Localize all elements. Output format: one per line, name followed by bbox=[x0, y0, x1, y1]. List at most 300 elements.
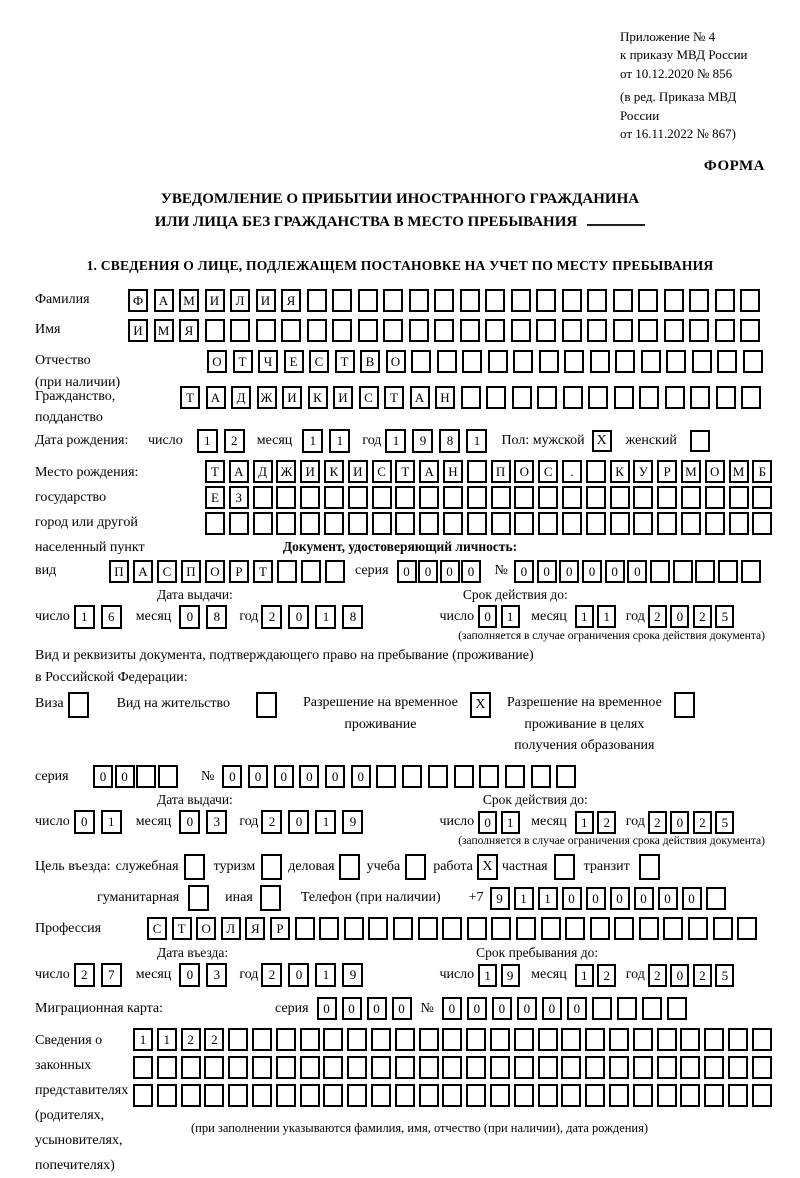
char-cell[interactable] bbox=[442, 1028, 462, 1051]
char-cell[interactable] bbox=[395, 512, 415, 535]
char-cell[interactable]: Д bbox=[231, 386, 251, 409]
char-cell[interactable] bbox=[229, 512, 249, 535]
char-cell[interactable]: 5 bbox=[715, 605, 734, 628]
char-cell[interactable] bbox=[332, 319, 352, 342]
char-cell[interactable]: 2 bbox=[648, 605, 667, 628]
char-cell[interactable] bbox=[729, 486, 749, 509]
char-cell[interactable] bbox=[657, 512, 677, 535]
char-cell[interactable] bbox=[695, 560, 715, 583]
char-cell[interactable]: 5 bbox=[715, 811, 734, 834]
char-cell[interactable]: 0 bbox=[670, 605, 689, 628]
char-cell[interactable]: 0 bbox=[342, 997, 362, 1020]
char-cell[interactable]: Т bbox=[180, 386, 200, 409]
char-cell[interactable]: 7 bbox=[101, 963, 122, 987]
char-cell[interactable] bbox=[692, 350, 712, 373]
char-cell[interactable] bbox=[490, 1028, 510, 1051]
char-cell[interactable]: 5 bbox=[715, 964, 734, 987]
char-cell[interactable]: 1 bbox=[157, 1028, 177, 1051]
char-cell[interactable] bbox=[204, 1056, 224, 1079]
char-cell[interactable] bbox=[704, 1056, 724, 1079]
char-cell[interactable] bbox=[277, 560, 297, 583]
char-cell[interactable] bbox=[586, 512, 606, 535]
char-cell[interactable] bbox=[689, 319, 709, 342]
char-cell[interactable] bbox=[256, 319, 276, 342]
char-cell[interactable] bbox=[300, 512, 320, 535]
char-cell[interactable] bbox=[562, 486, 582, 509]
char-cell[interactable] bbox=[419, 486, 439, 509]
char-cell[interactable] bbox=[511, 289, 531, 312]
char-cell[interactable] bbox=[442, 1084, 462, 1107]
char-cell[interactable] bbox=[181, 1056, 201, 1079]
char-cell[interactable] bbox=[323, 1056, 343, 1079]
char-cell[interactable] bbox=[704, 1028, 724, 1051]
char-cell[interactable]: А bbox=[419, 460, 439, 483]
char-cell[interactable]: П bbox=[491, 460, 511, 483]
purpose-study-checkbox[interactable] bbox=[405, 854, 426, 880]
char-cell[interactable] bbox=[419, 1084, 439, 1107]
char-cell[interactable] bbox=[639, 917, 659, 940]
char-cell[interactable] bbox=[281, 319, 301, 342]
char-cell[interactable] bbox=[737, 917, 757, 940]
char-cell[interactable]: 6 bbox=[101, 605, 122, 629]
char-cell[interactable]: 0 bbox=[392, 997, 412, 1020]
char-cell[interactable] bbox=[300, 1056, 320, 1079]
char-cell[interactable]: 9 bbox=[342, 963, 363, 987]
char-cell[interactable]: 0 bbox=[222, 765, 242, 788]
char-cell[interactable] bbox=[371, 1028, 391, 1051]
char-cell[interactable] bbox=[516, 917, 536, 940]
char-cell[interactable] bbox=[437, 350, 457, 373]
char-cell[interactable] bbox=[752, 512, 772, 535]
char-cell[interactable]: 3 bbox=[206, 810, 227, 834]
char-cell[interactable]: 0 bbox=[467, 997, 487, 1020]
char-cell[interactable] bbox=[300, 1084, 320, 1107]
char-cell[interactable] bbox=[402, 765, 422, 788]
char-cell[interactable] bbox=[395, 1084, 415, 1107]
char-cell[interactable]: 9 bbox=[342, 810, 363, 834]
char-cell[interactable] bbox=[657, 1056, 677, 1079]
temp-residence-checkbox[interactable]: X bbox=[470, 692, 491, 718]
char-cell[interactable]: Т bbox=[172, 917, 192, 940]
char-cell[interactable] bbox=[705, 512, 725, 535]
char-cell[interactable]: 9 bbox=[490, 887, 510, 910]
char-cell[interactable]: Р bbox=[270, 917, 290, 940]
char-cell[interactable] bbox=[253, 486, 273, 509]
char-cell[interactable] bbox=[657, 486, 677, 509]
char-cell[interactable]: 0 bbox=[537, 560, 557, 583]
char-cell[interactable]: И bbox=[256, 289, 276, 312]
char-cell[interactable] bbox=[563, 386, 583, 409]
char-cell[interactable] bbox=[411, 350, 431, 373]
char-cell[interactable] bbox=[479, 765, 499, 788]
char-cell[interactable]: Р bbox=[657, 460, 677, 483]
char-cell[interactable] bbox=[666, 350, 686, 373]
char-cell[interactable]: 0 bbox=[367, 997, 387, 1020]
char-cell[interactable] bbox=[276, 1084, 296, 1107]
char-cell[interactable]: З bbox=[229, 486, 249, 509]
char-cell[interactable] bbox=[704, 1084, 724, 1107]
char-cell[interactable] bbox=[633, 1056, 653, 1079]
char-cell[interactable] bbox=[371, 1084, 391, 1107]
char-cell[interactable]: 0 bbox=[440, 560, 460, 583]
char-cell[interactable] bbox=[228, 1028, 248, 1051]
char-cell[interactable] bbox=[588, 386, 608, 409]
char-cell[interactable] bbox=[561, 1028, 581, 1051]
char-cell[interactable]: 1 bbox=[514, 887, 534, 910]
char-cell[interactable] bbox=[688, 917, 708, 940]
char-cell[interactable] bbox=[491, 512, 511, 535]
char-cell[interactable] bbox=[514, 486, 534, 509]
char-cell[interactable]: 1 bbox=[385, 429, 406, 453]
char-cell[interactable] bbox=[485, 319, 505, 342]
char-cell[interactable]: 0 bbox=[567, 997, 587, 1020]
char-cell[interactable] bbox=[610, 486, 630, 509]
char-cell[interactable]: 1 bbox=[597, 605, 616, 628]
char-cell[interactable]: 8 bbox=[342, 605, 363, 629]
purpose-other-checkbox[interactable] bbox=[260, 885, 281, 911]
char-cell[interactable] bbox=[376, 765, 396, 788]
char-cell[interactable]: О bbox=[205, 560, 225, 583]
char-cell[interactable] bbox=[673, 560, 693, 583]
char-cell[interactable] bbox=[614, 917, 634, 940]
char-cell[interactable]: 1 bbox=[501, 811, 520, 834]
char-cell[interactable] bbox=[372, 486, 392, 509]
char-cell[interactable] bbox=[561, 1084, 581, 1107]
char-cell[interactable] bbox=[586, 460, 606, 483]
char-cell[interactable] bbox=[332, 289, 352, 312]
char-cell[interactable] bbox=[228, 1084, 248, 1107]
char-cell[interactable]: С bbox=[538, 460, 558, 483]
char-cell[interactable] bbox=[300, 486, 320, 509]
char-cell[interactable] bbox=[358, 289, 378, 312]
char-cell[interactable]: 2 bbox=[648, 811, 667, 834]
char-cell[interactable] bbox=[490, 1056, 510, 1079]
char-cell[interactable]: 1 bbox=[538, 887, 558, 910]
char-cell[interactable] bbox=[347, 1056, 367, 1079]
char-cell[interactable]: 1 bbox=[575, 964, 594, 987]
char-cell[interactable] bbox=[715, 319, 735, 342]
char-cell[interactable]: 2 bbox=[224, 429, 245, 453]
char-cell[interactable] bbox=[641, 350, 661, 373]
char-cell[interactable]: 0 bbox=[418, 560, 438, 583]
char-cell[interactable] bbox=[585, 1056, 605, 1079]
char-cell[interactable] bbox=[324, 486, 344, 509]
char-cell[interactable] bbox=[491, 917, 511, 940]
char-cell[interactable]: К bbox=[324, 460, 344, 483]
char-cell[interactable]: 0 bbox=[670, 964, 689, 987]
char-cell[interactable] bbox=[372, 512, 392, 535]
char-cell[interactable]: О bbox=[514, 460, 534, 483]
char-cell[interactable]: 2 bbox=[648, 964, 667, 987]
char-cell[interactable] bbox=[514, 1056, 534, 1079]
char-cell[interactable] bbox=[706, 887, 726, 910]
char-cell[interactable] bbox=[395, 486, 415, 509]
char-cell[interactable] bbox=[705, 486, 725, 509]
char-cell[interactable] bbox=[681, 486, 701, 509]
char-cell[interactable]: С bbox=[309, 350, 329, 373]
char-cell[interactable] bbox=[613, 319, 633, 342]
char-cell[interactable] bbox=[561, 1056, 581, 1079]
char-cell[interactable]: А bbox=[154, 289, 174, 312]
char-cell[interactable] bbox=[729, 512, 749, 535]
purpose-tourism-checkbox[interactable] bbox=[261, 854, 282, 880]
char-cell[interactable] bbox=[325, 560, 345, 583]
char-cell[interactable]: 2 bbox=[74, 963, 95, 987]
char-cell[interactable]: 9 bbox=[501, 964, 520, 987]
char-cell[interactable] bbox=[537, 386, 557, 409]
char-cell[interactable] bbox=[728, 1056, 748, 1079]
char-cell[interactable] bbox=[158, 765, 178, 788]
char-cell[interactable] bbox=[324, 512, 344, 535]
char-cell[interactable] bbox=[614, 386, 634, 409]
char-cell[interactable] bbox=[536, 289, 556, 312]
char-cell[interactable] bbox=[348, 486, 368, 509]
char-cell[interactable] bbox=[466, 1084, 486, 1107]
char-cell[interactable] bbox=[204, 1084, 224, 1107]
char-cell[interactable] bbox=[538, 1084, 558, 1107]
char-cell[interactable]: 2 bbox=[693, 605, 712, 628]
char-cell[interactable] bbox=[252, 1084, 272, 1107]
char-cell[interactable] bbox=[587, 289, 607, 312]
char-cell[interactable]: И bbox=[128, 319, 148, 342]
char-cell[interactable] bbox=[664, 319, 684, 342]
char-cell[interactable] bbox=[713, 917, 733, 940]
char-cell[interactable]: Е bbox=[205, 486, 225, 509]
char-cell[interactable]: 0 bbox=[586, 887, 606, 910]
char-cell[interactable] bbox=[752, 1028, 772, 1051]
char-cell[interactable] bbox=[228, 1056, 248, 1079]
char-cell[interactable] bbox=[562, 319, 582, 342]
char-cell[interactable] bbox=[443, 486, 463, 509]
purpose-official-checkbox[interactable] bbox=[184, 854, 205, 880]
char-cell[interactable]: 8 bbox=[439, 429, 460, 453]
char-cell[interactable]: 0 bbox=[179, 810, 200, 834]
char-cell[interactable]: Н bbox=[443, 460, 463, 483]
char-cell[interactable] bbox=[323, 1084, 343, 1107]
char-cell[interactable] bbox=[486, 386, 506, 409]
char-cell[interactable] bbox=[681, 512, 701, 535]
char-cell[interactable]: И bbox=[348, 460, 368, 483]
char-cell[interactable] bbox=[428, 765, 448, 788]
char-cell[interactable]: 0 bbox=[627, 560, 647, 583]
char-cell[interactable]: 2 bbox=[261, 810, 282, 834]
char-cell[interactable] bbox=[562, 512, 582, 535]
char-cell[interactable] bbox=[462, 350, 482, 373]
char-cell[interactable]: 0 bbox=[478, 605, 497, 628]
char-cell[interactable]: 0 bbox=[682, 887, 702, 910]
residence-permit-checkbox[interactable] bbox=[256, 692, 277, 718]
char-cell[interactable] bbox=[536, 319, 556, 342]
char-cell[interactable]: 1 bbox=[478, 964, 497, 987]
char-cell[interactable]: Ч bbox=[258, 350, 278, 373]
char-cell[interactable] bbox=[442, 917, 462, 940]
char-cell[interactable] bbox=[368, 917, 388, 940]
char-cell[interactable] bbox=[276, 1028, 296, 1051]
char-cell[interactable] bbox=[663, 917, 683, 940]
char-cell[interactable]: Л bbox=[221, 917, 241, 940]
char-cell[interactable] bbox=[585, 1084, 605, 1107]
char-cell[interactable]: С bbox=[372, 460, 392, 483]
char-cell[interactable]: А bbox=[206, 386, 226, 409]
char-cell[interactable] bbox=[690, 386, 710, 409]
char-cell[interactable]: 1 bbox=[329, 429, 350, 453]
char-cell[interactable] bbox=[752, 1084, 772, 1107]
char-cell[interactable]: 2 bbox=[693, 964, 712, 987]
char-cell[interactable]: 1 bbox=[315, 810, 336, 834]
char-cell[interactable]: 0 bbox=[179, 605, 200, 629]
char-cell[interactable] bbox=[657, 1084, 677, 1107]
char-cell[interactable] bbox=[347, 1028, 367, 1051]
char-cell[interactable]: 0 bbox=[248, 765, 268, 788]
char-cell[interactable] bbox=[740, 319, 760, 342]
char-cell[interactable] bbox=[633, 1028, 653, 1051]
char-cell[interactable]: Я bbox=[245, 917, 265, 940]
char-cell[interactable] bbox=[715, 289, 735, 312]
char-cell[interactable]: 1 bbox=[575, 811, 594, 834]
char-cell[interactable]: 2 bbox=[261, 605, 282, 629]
char-cell[interactable] bbox=[443, 512, 463, 535]
char-cell[interactable] bbox=[490, 1084, 510, 1107]
char-cell[interactable] bbox=[466, 1028, 486, 1051]
char-cell[interactable]: Б bbox=[752, 460, 772, 483]
char-cell[interactable]: 0 bbox=[582, 560, 602, 583]
char-cell[interactable] bbox=[347, 1084, 367, 1107]
char-cell[interactable]: С bbox=[147, 917, 167, 940]
char-cell[interactable]: 2 bbox=[597, 811, 616, 834]
char-cell[interactable]: 2 bbox=[181, 1028, 201, 1051]
char-cell[interactable] bbox=[485, 289, 505, 312]
char-cell[interactable] bbox=[276, 512, 296, 535]
char-cell[interactable] bbox=[562, 289, 582, 312]
char-cell[interactable]: . bbox=[562, 460, 582, 483]
char-cell[interactable] bbox=[467, 460, 487, 483]
char-cell[interactable] bbox=[205, 512, 225, 535]
char-cell[interactable]: 0 bbox=[115, 765, 135, 788]
char-cell[interactable] bbox=[409, 319, 429, 342]
purpose-work-checkbox[interactable]: X bbox=[477, 854, 498, 880]
char-cell[interactable] bbox=[419, 1028, 439, 1051]
char-cell[interactable] bbox=[467, 917, 487, 940]
char-cell[interactable]: 1 bbox=[501, 605, 520, 628]
char-cell[interactable] bbox=[664, 289, 684, 312]
char-cell[interactable]: И bbox=[300, 460, 320, 483]
char-cell[interactable] bbox=[585, 1028, 605, 1051]
char-cell[interactable]: 1 bbox=[315, 605, 336, 629]
char-cell[interactable]: 1 bbox=[197, 429, 218, 453]
char-cell[interactable]: Т bbox=[335, 350, 355, 373]
char-cell[interactable]: Н bbox=[435, 386, 455, 409]
char-cell[interactable]: 0 bbox=[478, 811, 497, 834]
char-cell[interactable] bbox=[157, 1056, 177, 1079]
char-cell[interactable]: 0 bbox=[317, 997, 337, 1020]
char-cell[interactable] bbox=[590, 917, 610, 940]
visa-checkbox[interactable] bbox=[68, 692, 89, 718]
char-cell[interactable]: 1 bbox=[101, 810, 122, 834]
char-cell[interactable] bbox=[395, 1028, 415, 1051]
char-cell[interactable]: Т bbox=[233, 350, 253, 373]
char-cell[interactable]: 8 bbox=[206, 605, 227, 629]
char-cell[interactable]: Т bbox=[253, 560, 273, 583]
char-cell[interactable] bbox=[276, 1056, 296, 1079]
char-cell[interactable]: 0 bbox=[299, 765, 319, 788]
char-cell[interactable] bbox=[740, 289, 760, 312]
char-cell[interactable] bbox=[617, 997, 637, 1020]
char-cell[interactable]: Т bbox=[384, 386, 404, 409]
char-cell[interactable]: 0 bbox=[179, 963, 200, 987]
char-cell[interactable]: 0 bbox=[442, 997, 462, 1020]
char-cell[interactable]: П bbox=[109, 560, 129, 583]
char-cell[interactable]: И bbox=[282, 386, 302, 409]
char-cell[interactable] bbox=[383, 289, 403, 312]
char-cell[interactable] bbox=[252, 1056, 272, 1079]
char-cell[interactable] bbox=[633, 512, 653, 535]
char-cell[interactable] bbox=[657, 1028, 677, 1051]
char-cell[interactable] bbox=[395, 1056, 415, 1079]
purpose-business-checkbox[interactable] bbox=[339, 854, 360, 880]
char-cell[interactable] bbox=[136, 765, 156, 788]
char-cell[interactable]: 0 bbox=[325, 765, 345, 788]
char-cell[interactable]: А bbox=[229, 460, 249, 483]
char-cell[interactable] bbox=[252, 1028, 272, 1051]
char-cell[interactable] bbox=[565, 917, 585, 940]
char-cell[interactable]: 0 bbox=[542, 997, 562, 1020]
char-cell[interactable] bbox=[133, 1056, 153, 1079]
char-cell[interactable]: У bbox=[633, 460, 653, 483]
char-cell[interactable] bbox=[491, 486, 511, 509]
char-cell[interactable] bbox=[538, 512, 558, 535]
char-cell[interactable]: Д bbox=[253, 460, 273, 483]
char-cell[interactable] bbox=[716, 386, 736, 409]
char-cell[interactable] bbox=[514, 1084, 534, 1107]
char-cell[interactable] bbox=[728, 1084, 748, 1107]
char-cell[interactable] bbox=[556, 765, 576, 788]
sex-female-checkbox[interactable] bbox=[690, 430, 710, 452]
char-cell[interactable]: А bbox=[133, 560, 153, 583]
char-cell[interactable] bbox=[301, 560, 321, 583]
char-cell[interactable] bbox=[442, 1056, 462, 1079]
char-cell[interactable] bbox=[728, 1028, 748, 1051]
char-cell[interactable] bbox=[319, 917, 339, 940]
char-cell[interactable] bbox=[590, 350, 610, 373]
char-cell[interactable] bbox=[466, 1056, 486, 1079]
char-cell[interactable]: 1 bbox=[302, 429, 323, 453]
char-cell[interactable] bbox=[689, 289, 709, 312]
char-cell[interactable]: А bbox=[410, 386, 430, 409]
char-cell[interactable]: 0 bbox=[670, 811, 689, 834]
char-cell[interactable] bbox=[513, 350, 533, 373]
char-cell[interactable] bbox=[613, 289, 633, 312]
char-cell[interactable]: И bbox=[333, 386, 353, 409]
char-cell[interactable] bbox=[409, 289, 429, 312]
char-cell[interactable] bbox=[586, 486, 606, 509]
char-cell[interactable]: О bbox=[386, 350, 406, 373]
char-cell[interactable]: 0 bbox=[288, 605, 309, 629]
char-cell[interactable] bbox=[276, 486, 296, 509]
char-cell[interactable] bbox=[538, 1056, 558, 1079]
char-cell[interactable] bbox=[531, 765, 551, 788]
char-cell[interactable] bbox=[467, 512, 487, 535]
char-cell[interactable] bbox=[538, 1028, 558, 1051]
char-cell[interactable]: 0 bbox=[74, 810, 95, 834]
char-cell[interactable] bbox=[638, 319, 658, 342]
char-cell[interactable]: 0 bbox=[610, 887, 630, 910]
char-cell[interactable]: 2 bbox=[693, 811, 712, 834]
char-cell[interactable] bbox=[587, 319, 607, 342]
char-cell[interactable]: 3 bbox=[206, 963, 227, 987]
char-cell[interactable] bbox=[505, 765, 525, 788]
char-cell[interactable] bbox=[564, 350, 584, 373]
char-cell[interactable] bbox=[665, 386, 685, 409]
